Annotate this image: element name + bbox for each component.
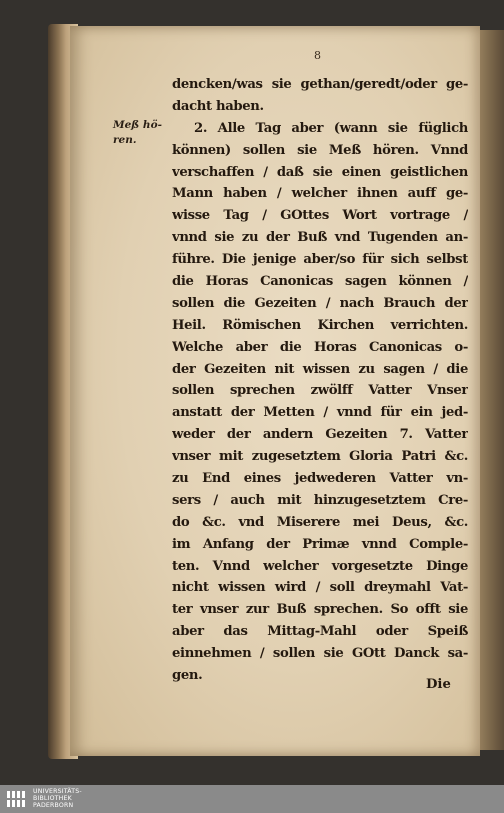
text-line: 2. Alle Tag aber (wann sie füglich	[194, 120, 468, 136]
text-line: anstatt der Metten / vnnd für ein jed-	[172, 405, 468, 421]
text-line: vnser mit zugesetztem Gloria Patri &c.	[172, 449, 468, 465]
text-line: nicht wissen wird / soll dreymahl Vat-	[172, 580, 468, 596]
text-line: können) sollen sie Meß hören. Vnnd	[172, 142, 468, 158]
text-line: der Gezeiten nit wissen zu sagen / die	[172, 361, 468, 377]
body-text	[172, 74, 468, 687]
text-line: dencken/was sie gethan/geredt/oder ge-	[172, 77, 468, 92]
margin-note-line: Meß hö-	[113, 119, 162, 131]
text-line: im Anfang der Primæ vnnd Comple-	[172, 536, 468, 552]
text-line: dacht haben.	[172, 98, 264, 114]
page-number: 8	[314, 49, 321, 62]
text-line: weder der andern Gezeiten 7. Vatter	[172, 427, 468, 443]
library-crest-icon	[6, 789, 28, 809]
text-line: gen.	[172, 668, 203, 684]
library-name-line: PADERBORN	[33, 802, 74, 810]
text-line: Welche aber die Horas Canonicas o-	[172, 339, 468, 355]
text-line: einnehmen / sollen sie GOtt Danck sa-	[172, 646, 468, 662]
library-name-line: BIBLIOTHEK	[33, 795, 72, 803]
text-line: ten. Vnnd welcher vorgesetzte Dinge	[172, 558, 468, 574]
catchword: Die	[426, 677, 451, 692]
text-line: die Horas Canonicas sagen können /	[172, 274, 468, 290]
text-line: Mann haben / welcher ihnen auff ge-	[172, 186, 468, 202]
text-line: ter vnser zur Buß sprechen. So offt sie	[172, 602, 468, 618]
margin-note-line: ren.	[113, 134, 137, 146]
library-footer	[0, 785, 504, 813]
library-name-line: UNIVERSITÄTS-	[33, 788, 82, 795]
text-line: wisse Tag / GOttes Wort vortrage /	[172, 208, 468, 224]
text-line: führe. Die jenige aber/so für sich selbst	[172, 252, 468, 268]
text-line: vnnd sie zu der Buß vnd Tugenden an-	[172, 230, 468, 246]
text-line: Heil. Römischen Kirchen verrichten.	[172, 317, 468, 333]
text-line: verschaffen / daß sie einen geistlichen	[172, 164, 468, 180]
library-name	[33, 788, 82, 810]
text-line: do &c. vnd Miserere mei Deus, &c.	[172, 514, 468, 530]
margin-note	[113, 118, 161, 148]
text-line: zu End eines jedwederen Vatter vn-	[172, 471, 468, 487]
text-line: aber das Mittag-Mahl oder Speiß	[172, 624, 468, 640]
text-line: sers / auch mit hinzugesetztem Cre-	[172, 492, 468, 508]
text-line: sollen die Gezeiten / nach Brauch der	[172, 295, 468, 311]
text-line: sollen sprechen zwölff Vatter Vnser	[172, 383, 468, 399]
